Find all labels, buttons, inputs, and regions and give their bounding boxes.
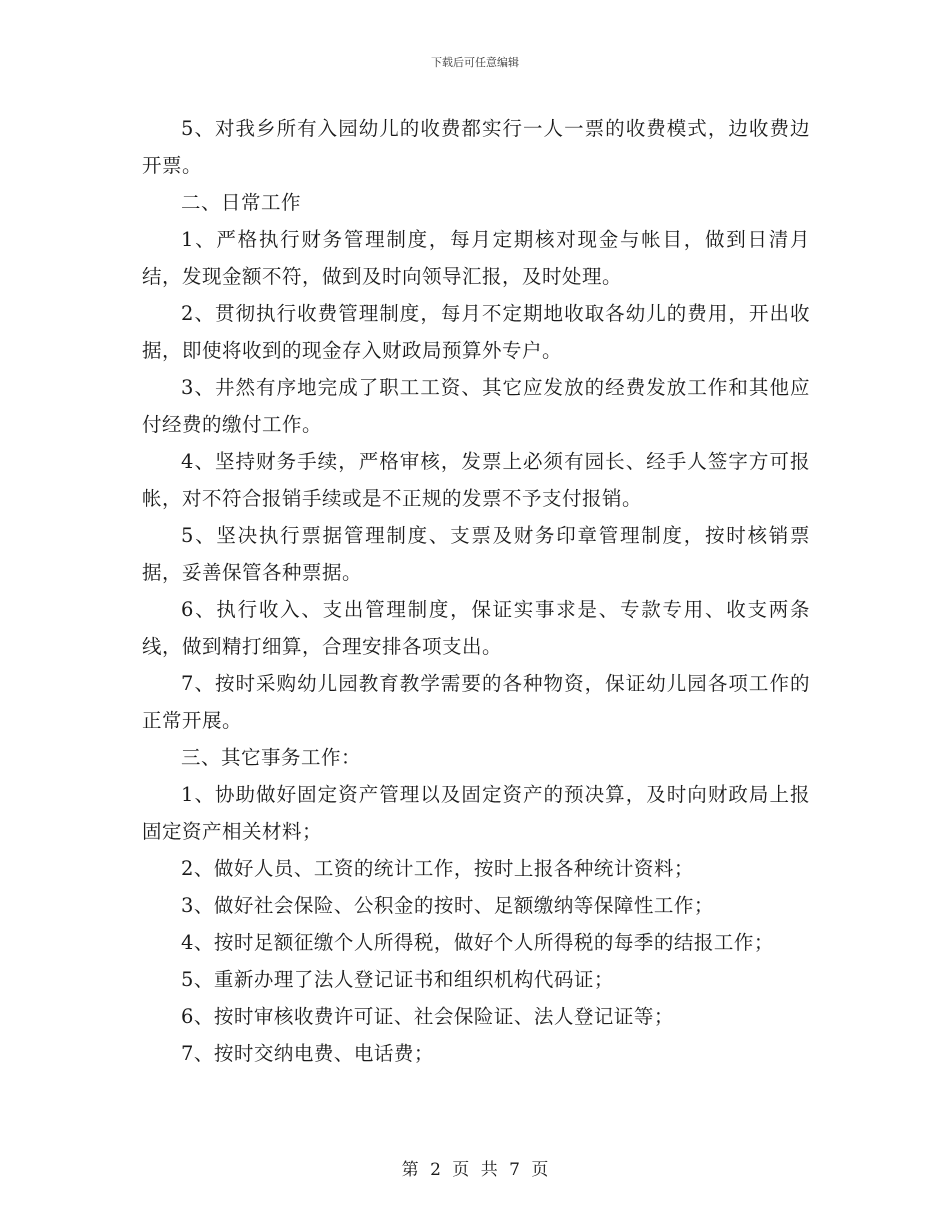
paragraph-daily-2: 2、贯彻执行收费管理制度，每月不定期地收取各幼儿的费用，开出收据，即使将收到的现金存入财政局预算外专户。: [142, 302, 810, 362]
paragraph-other-4: 4、按时足额征缴个人所得税，做好个人所得税的每季的结报工作；: [181, 931, 774, 954]
section-heading-other-work: 三、其它事务工作：: [181, 746, 362, 769]
paragraph-daily-7: 7、按时采购幼儿园教育教学需要的各种物资，保证幼儿园各项工作的正常开展。: [142, 672, 810, 732]
paragraph-daily-1: 1、严格执行财务管理制度，每月定期核对现金与帐目，做到日清月结，发现金额不符，做到及时向领导汇报，及时处理。: [142, 228, 810, 288]
paragraph-other-3: 3、做好社会保险、公积金的按时、足额缴纳等保障性工作；: [181, 894, 714, 917]
paragraph-daily-6: 6、执行收入、支出管理制度，保证实事求是、专款专用、收支两条线，做到精打细算，合理安排各项支出。: [142, 598, 810, 658]
paragraph-daily-5: 5、坚决执行票据管理制度、支票及财务印章管理制度，按时核销票据，妥善保管各种票据。: [142, 524, 810, 584]
paragraph-daily-3: 3、井然有序地完成了职工工资、其它应发放的经费发放工作和其他应付经费的缴付工作。: [142, 376, 810, 436]
paragraph-other-2: 2、做好人员、工资的统计工作，按时上报各种统计资料；: [181, 857, 694, 880]
page-header: 下载后可任意编辑: [431, 56, 519, 69]
document-body: [142, 110, 810, 1072]
page-footer: 第 2 页 共 7 页: [401, 1160, 549, 1180]
paragraph-fee-model: 5、对我乡所有入园幼儿的收费都实行一人一票的收费模式，边收费边开票。: [142, 117, 810, 177]
paragraph-other-1: 1、协助做好固定资产管理以及固定资产的预决算，及时向财政局上报固定资产相关材料；: [142, 783, 810, 843]
paragraph-other-5: 5、重新办理了法人登记证书和组织机构代码证；: [181, 968, 614, 991]
paragraph-other-7: 7、按时交纳电费、电话费；: [181, 1042, 434, 1065]
paragraph-daily-4: 4、坚持财务手续，严格审核，发票上必须有园长、经手人签字方可报帐，对不符合报销手续或是不正规的发票不予支付报销。: [142, 450, 810, 510]
paragraph-other-6: 6、按时审核收费许可证、社会保险证、法人登记证等；: [181, 1005, 674, 1028]
section-heading-daily-work: 二、日常工作: [181, 191, 302, 214]
